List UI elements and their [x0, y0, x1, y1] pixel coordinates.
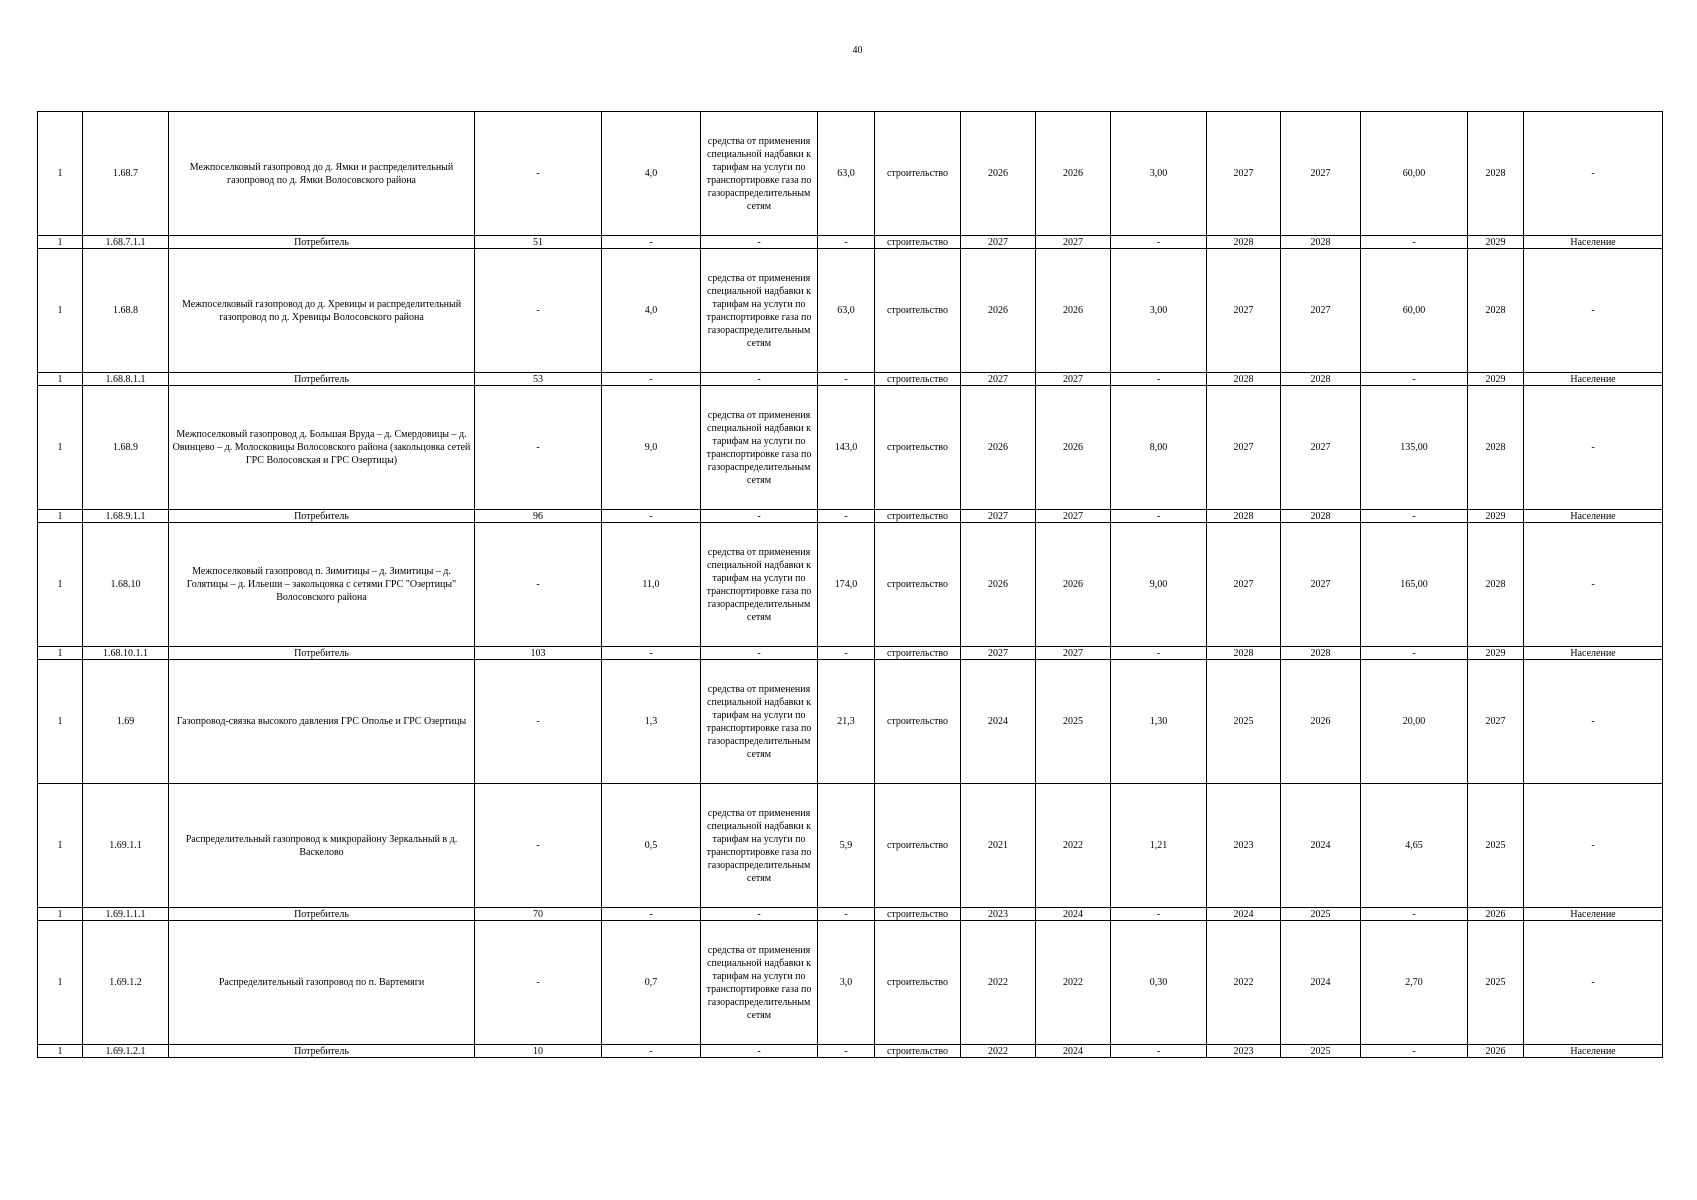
cell-object-name: Межпоселковый газопровод до д. Хревицы и распределительный газопровод по д. Хревицы Волосовского района	[169, 249, 475, 373]
cell-work-type: строительство	[875, 386, 961, 510]
table-row-object	[38, 784, 1663, 908]
cell-design-start: 2027	[961, 236, 1036, 249]
cell-work-type: строительство	[875, 236, 961, 249]
cell-consumer-count: 51	[475, 236, 602, 249]
cell-commissioning-year: 2029	[1468, 236, 1524, 249]
cell-design-cost: 9,00	[1111, 523, 1207, 647]
cell-consumer-count: -	[475, 921, 602, 1045]
cell-work-type: строительство	[875, 112, 961, 236]
cell-construction-end: 2028	[1281, 647, 1361, 660]
cell-design-end: 2026	[1036, 112, 1111, 236]
table-row-object	[38, 660, 1663, 784]
cell-construction-cost: 60,00	[1361, 112, 1468, 236]
cell-consumer-category: Население	[1524, 236, 1663, 249]
cell-construction-end: 2027	[1281, 386, 1361, 510]
cell-design-cost: -	[1111, 1045, 1207, 1058]
cell-length: 4,0	[602, 112, 701, 236]
cell-object-name: Потребитель	[169, 510, 475, 523]
cell-object-name: Газопровод-связка высокого давления ГРС Ополье и ГРС Озертицы	[169, 660, 475, 784]
cell-item-code: 1.68.9.1.1	[83, 510, 169, 523]
cell-funding-source: средства от применения специальной надбавки к тарифам на услуги по транспортировке газа по газораспределительным сетям	[701, 784, 818, 908]
cell-consumer-category: -	[1524, 523, 1663, 647]
cell-design-cost: 0,30	[1111, 921, 1207, 1045]
cell-design-cost: -	[1111, 236, 1207, 249]
cell-construction-end: 2027	[1281, 523, 1361, 647]
cell-object-name: Потребитель	[169, 1045, 475, 1058]
cell-construction-start: 2023	[1207, 784, 1281, 908]
cell-item-code: 1.68.9	[83, 386, 169, 510]
cell-consumer-count: -	[475, 386, 602, 510]
cell-construction-end: 2028	[1281, 236, 1361, 249]
cell-design-cost: 3,00	[1111, 249, 1207, 373]
cell-funding-source: -	[701, 647, 818, 660]
cell-construction-end: 2027	[1281, 112, 1361, 236]
cell-consumer-category: Население	[1524, 1045, 1663, 1058]
cell-work-type: строительство	[875, 523, 961, 647]
cell-group-number: 1	[38, 784, 83, 908]
cell-consumer-category: -	[1524, 784, 1663, 908]
cell-work-type: строительство	[875, 908, 961, 921]
cell-total-cost: -	[818, 510, 875, 523]
cell-commissioning-year: 2028	[1468, 386, 1524, 510]
cell-group-number: 1	[38, 112, 83, 236]
cell-consumer-category: Население	[1524, 510, 1663, 523]
cell-design-end: 2025	[1036, 660, 1111, 784]
cell-construction-cost: -	[1361, 908, 1468, 921]
cell-funding-source: средства от применения специальной надбавки к тарифам на услуги по транспортировке газа по газораспределительным сетям	[701, 921, 818, 1045]
cell-construction-cost: -	[1361, 373, 1468, 386]
table-row-object	[38, 921, 1663, 1045]
cell-design-cost: 3,00	[1111, 112, 1207, 236]
cell-commissioning-year: 2028	[1468, 523, 1524, 647]
cell-design-cost: -	[1111, 510, 1207, 523]
cell-design-start: 2027	[961, 647, 1036, 660]
cell-design-start: 2022	[961, 1045, 1036, 1058]
cell-design-end: 2027	[1036, 510, 1111, 523]
cell-consumer-category: Население	[1524, 908, 1663, 921]
cell-length: -	[602, 908, 701, 921]
cell-length: 1,3	[602, 660, 701, 784]
cell-length: 0,7	[602, 921, 701, 1045]
cell-group-number: 1	[38, 647, 83, 660]
cell-work-type: строительство	[875, 1045, 961, 1058]
cell-funding-source: -	[701, 236, 818, 249]
cell-consumer-count: -	[475, 249, 602, 373]
cell-funding-source: средства от применения специальной надбавки к тарифам на услуги по транспортировке газа по газораспределительным сетям	[701, 386, 818, 510]
table-row-consumer	[38, 510, 1663, 523]
cell-work-type: строительство	[875, 921, 961, 1045]
table-row-object	[38, 249, 1663, 373]
table-row-consumer	[38, 1045, 1663, 1058]
cell-construction-end: 2024	[1281, 784, 1361, 908]
cell-design-end: 2026	[1036, 386, 1111, 510]
cell-item-code: 1.69.1.2	[83, 921, 169, 1045]
cell-item-code: 1.68.10.1.1	[83, 647, 169, 660]
cell-item-code: 1.69.1.2.1	[83, 1045, 169, 1058]
cell-construction-start: 2024	[1207, 908, 1281, 921]
cell-design-cost: 8,00	[1111, 386, 1207, 510]
cell-construction-start: 2027	[1207, 523, 1281, 647]
cell-design-start: 2027	[961, 510, 1036, 523]
cell-group-number: 1	[38, 236, 83, 249]
cell-item-code: 1.68.10	[83, 523, 169, 647]
cell-object-name: Потребитель	[169, 647, 475, 660]
cell-funding-source: средства от применения специальной надбавки к тарифам на услуги по транспортировке газа по газораспределительным сетям	[701, 112, 818, 236]
cell-construction-start: 2027	[1207, 112, 1281, 236]
cell-total-cost: 143,0	[818, 386, 875, 510]
cell-funding-source: средства от применения специальной надбавки к тарифам на услуги по транспортировке газа по газораспределительным сетям	[701, 249, 818, 373]
cell-design-start: 2021	[961, 784, 1036, 908]
cell-group-number: 1	[38, 1045, 83, 1058]
cell-object-name: Межпоселковый газопровод п. Зимитицы – д. Зимитицы – д. Голятицы – д. Ильеши – закольцовка с сетями ГРС "Озертицы" Волосовского района	[169, 523, 475, 647]
cell-design-cost: 1,30	[1111, 660, 1207, 784]
cell-consumer-count: -	[475, 523, 602, 647]
cell-construction-end: 2027	[1281, 249, 1361, 373]
cell-group-number: 1	[38, 921, 83, 1045]
table-row-object	[38, 386, 1663, 510]
cell-work-type: строительство	[875, 784, 961, 908]
cell-construction-end: 2025	[1281, 908, 1361, 921]
cell-construction-start: 2023	[1207, 1045, 1281, 1058]
cell-total-cost: -	[818, 647, 875, 660]
cell-construction-start: 2027	[1207, 386, 1281, 510]
cell-total-cost: 5,9	[818, 784, 875, 908]
cell-commissioning-year: 2029	[1468, 647, 1524, 660]
cell-design-start: 2022	[961, 921, 1036, 1045]
cell-construction-start: 2028	[1207, 236, 1281, 249]
cell-consumer-count: -	[475, 112, 602, 236]
cell-construction-start: 2027	[1207, 249, 1281, 373]
cell-construction-start: 2028	[1207, 647, 1281, 660]
cell-design-end: 2024	[1036, 908, 1111, 921]
cell-design-end: 2022	[1036, 784, 1111, 908]
cell-construction-cost: -	[1361, 510, 1468, 523]
cell-funding-source: -	[701, 1045, 818, 1058]
cell-design-end: 2026	[1036, 249, 1111, 373]
cell-group-number: 1	[38, 660, 83, 784]
cell-total-cost: -	[818, 1045, 875, 1058]
cell-object-name: Распределительный газопровод по п. Вартемяги	[169, 921, 475, 1045]
cell-funding-source: -	[701, 373, 818, 386]
cell-consumer-count: 96	[475, 510, 602, 523]
cell-commissioning-year: 2025	[1468, 921, 1524, 1045]
cell-group-number: 1	[38, 510, 83, 523]
cell-construction-cost: 60,00	[1361, 249, 1468, 373]
cell-construction-cost: -	[1361, 236, 1468, 249]
cell-construction-end: 2028	[1281, 510, 1361, 523]
cell-total-cost: 3,0	[818, 921, 875, 1045]
cell-group-number: 1	[38, 908, 83, 921]
cell-group-number: 1	[38, 386, 83, 510]
cell-funding-source: средства от применения специальной надбавки к тарифам на услуги по транспортировке газа по газораспределительным сетям	[701, 660, 818, 784]
table-body	[38, 112, 1663, 1058]
table-row-object	[38, 523, 1663, 647]
cell-construction-cost: 135,00	[1361, 386, 1468, 510]
cell-design-cost: 1,21	[1111, 784, 1207, 908]
cell-construction-start: 2022	[1207, 921, 1281, 1045]
cell-length: 4,0	[602, 249, 701, 373]
cell-length: -	[602, 1045, 701, 1058]
cell-object-name: Потребитель	[169, 373, 475, 386]
cell-consumer-count: 103	[475, 647, 602, 660]
cell-work-type: строительство	[875, 660, 961, 784]
cell-design-cost: -	[1111, 908, 1207, 921]
cell-design-end: 2027	[1036, 373, 1111, 386]
cell-consumer-count: -	[475, 784, 602, 908]
cell-consumer-category: Население	[1524, 373, 1663, 386]
cell-object-name: Распределительный газопровод к микрорайону Зеркальный в д. Васкелово	[169, 784, 475, 908]
cell-length: 0,5	[602, 784, 701, 908]
cell-design-start: 2027	[961, 373, 1036, 386]
cell-length: 11,0	[602, 523, 701, 647]
cell-funding-source: средства от применения специальной надбавки к тарифам на услуги по транспортировке газа по газораспределительным сетям	[701, 523, 818, 647]
cell-design-start: 2026	[961, 523, 1036, 647]
cell-construction-cost: -	[1361, 647, 1468, 660]
cell-construction-cost: 2,70	[1361, 921, 1468, 1045]
cell-consumer-count: 53	[475, 373, 602, 386]
table-row-consumer	[38, 373, 1663, 386]
cell-commissioning-year: 2027	[1468, 660, 1524, 784]
cell-work-type: строительство	[875, 510, 961, 523]
cell-total-cost: 63,0	[818, 249, 875, 373]
cell-total-cost: 174,0	[818, 523, 875, 647]
cell-design-end: 2024	[1036, 1045, 1111, 1058]
cell-group-number: 1	[38, 249, 83, 373]
cell-item-code: 1.68.8.1.1	[83, 373, 169, 386]
cell-consumer-category: -	[1524, 112, 1663, 236]
cell-design-start: 2024	[961, 660, 1036, 784]
cell-funding-source: -	[701, 510, 818, 523]
cell-commissioning-year: 2026	[1468, 1045, 1524, 1058]
cell-length: 9,0	[602, 386, 701, 510]
cell-object-name: Потребитель	[169, 908, 475, 921]
cell-work-type: строительство	[875, 249, 961, 373]
page-number: 40	[852, 45, 863, 56]
cell-commissioning-year: 2029	[1468, 373, 1524, 386]
cell-work-type: строительство	[875, 647, 961, 660]
cell-total-cost: 63,0	[818, 112, 875, 236]
cell-item-code: 1.68.7.1.1	[83, 236, 169, 249]
cell-length: -	[602, 647, 701, 660]
cell-consumer-category: Население	[1524, 647, 1663, 660]
cell-item-code: 1.68.8	[83, 249, 169, 373]
cell-item-code: 1.68.7	[83, 112, 169, 236]
cell-commissioning-year: 2026	[1468, 908, 1524, 921]
cell-construction-start: 2028	[1207, 373, 1281, 386]
cell-design-cost: -	[1111, 373, 1207, 386]
cell-length: -	[602, 510, 701, 523]
cell-design-start: 2023	[961, 908, 1036, 921]
cell-design-end: 2027	[1036, 236, 1111, 249]
cell-length: -	[602, 373, 701, 386]
cell-commissioning-year: 2028	[1468, 112, 1524, 236]
cell-commissioning-year: 2028	[1468, 249, 1524, 373]
cell-item-code: 1.69	[83, 660, 169, 784]
table-row-consumer	[38, 236, 1663, 249]
cell-construction-end: 2028	[1281, 373, 1361, 386]
cell-length: -	[602, 236, 701, 249]
table-row-consumer	[38, 908, 1663, 921]
cell-construction-cost: 4,65	[1361, 784, 1468, 908]
cell-construction-start: 2028	[1207, 510, 1281, 523]
cell-total-cost: -	[818, 373, 875, 386]
cell-design-end: 2022	[1036, 921, 1111, 1045]
cell-design-end: 2027	[1036, 647, 1111, 660]
cell-consumer-category: -	[1524, 660, 1663, 784]
cell-consumer-category: -	[1524, 921, 1663, 1045]
cell-construction-end: 2025	[1281, 1045, 1361, 1058]
cell-design-start: 2026	[961, 112, 1036, 236]
gasification-plan-table	[37, 111, 1663, 1058]
cell-object-name: Потребитель	[169, 236, 475, 249]
cell-total-cost: -	[818, 236, 875, 249]
cell-design-start: 2026	[961, 249, 1036, 373]
cell-item-code: 1.69.1.1	[83, 784, 169, 908]
cell-construction-cost: 20,00	[1361, 660, 1468, 784]
cell-construction-cost: -	[1361, 1045, 1468, 1058]
cell-construction-end: 2024	[1281, 921, 1361, 1045]
table-row-consumer	[38, 647, 1663, 660]
cell-group-number: 1	[38, 373, 83, 386]
cell-construction-cost: 165,00	[1361, 523, 1468, 647]
cell-consumer-category: -	[1524, 249, 1663, 373]
cell-object-name: Межпоселковый газопровод д. Большая Вруда – д. Смердовицы – д. Овинцево – д. Молосковицы Волосовского района (закольцовка сетей ГРС Волосовская и ГРС Озертицы)	[169, 386, 475, 510]
cell-consumer-count: 70	[475, 908, 602, 921]
table-row-object	[38, 112, 1663, 236]
cell-design-start: 2026	[961, 386, 1036, 510]
cell-commissioning-year: 2029	[1468, 510, 1524, 523]
cell-item-code: 1.69.1.1.1	[83, 908, 169, 921]
cell-design-cost: -	[1111, 647, 1207, 660]
cell-consumer-category: -	[1524, 386, 1663, 510]
cell-consumer-count: -	[475, 660, 602, 784]
cell-group-number: 1	[38, 523, 83, 647]
cell-funding-source: -	[701, 908, 818, 921]
cell-total-cost: 21,3	[818, 660, 875, 784]
cell-commissioning-year: 2025	[1468, 784, 1524, 908]
cell-object-name: Межпоселковый газопровод до д. Ямки и распределительный газопровод по д. Ямки Волосовского района	[169, 112, 475, 236]
cell-design-end: 2026	[1036, 523, 1111, 647]
cell-construction-end: 2026	[1281, 660, 1361, 784]
cell-work-type: строительство	[875, 373, 961, 386]
cell-total-cost: -	[818, 908, 875, 921]
cell-consumer-count: 10	[475, 1045, 602, 1058]
cell-construction-start: 2025	[1207, 660, 1281, 784]
